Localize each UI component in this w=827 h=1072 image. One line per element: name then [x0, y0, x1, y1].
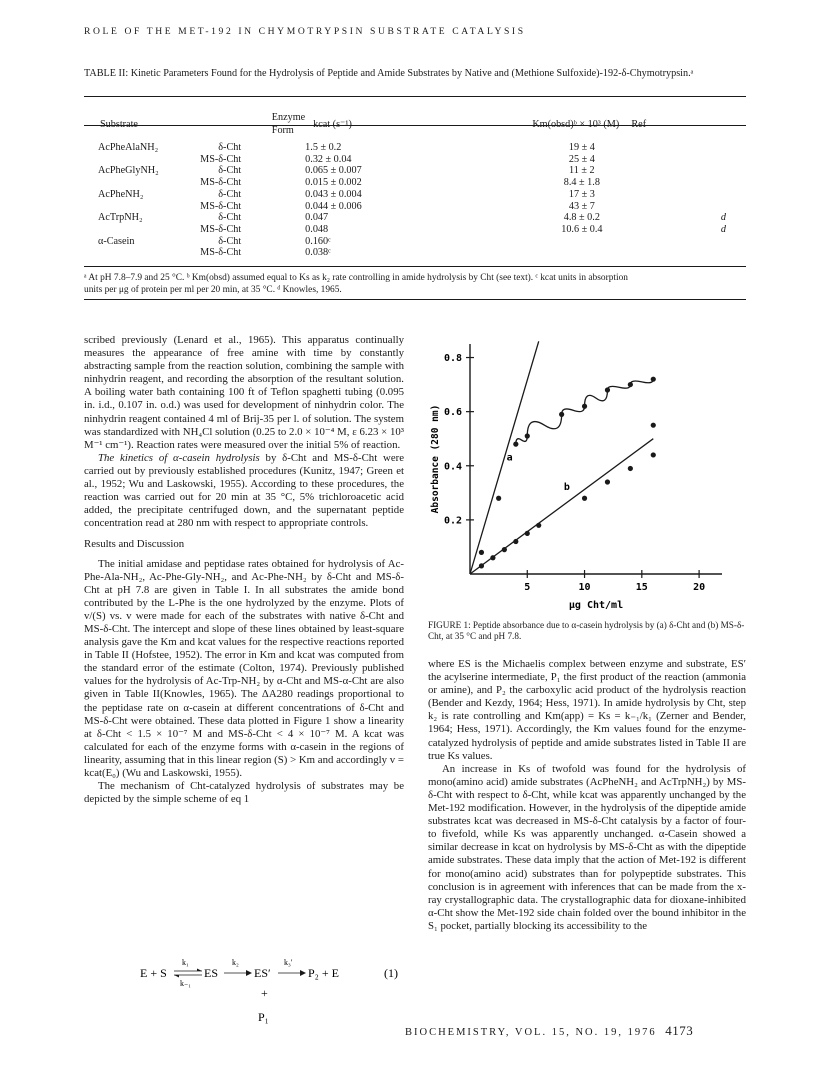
- cell-substrate: AcTrpNH₂: [98, 212, 143, 224]
- eq-lhs: E + S: [140, 966, 167, 980]
- series-b-point: [502, 547, 507, 552]
- cell-km: 19 ± 4: [568, 142, 595, 153]
- cell-enzyme-form: MS-δ-Cht: [200, 177, 242, 189]
- y-tick-label: 0.4: [443, 461, 462, 473]
- cell-ref: [631, 189, 746, 201]
- eq-arrowhead-3: [300, 970, 306, 976]
- cell-substrate: AcPheNH₂: [98, 188, 144, 200]
- running-head: ROLE OF THE MET-192 IN CHYMOTRYPSIN SUBSTRATE CATALYSIS: [84, 26, 526, 37]
- cell-ref: [631, 236, 746, 248]
- series-a-point: [479, 550, 484, 555]
- paragraph-casein-kinetics-text: by δ-Cht and MS-δ-Cht were carried out by previously established procedures (Kunitz, 1947; Green et al., 1952; Wu and Laskowski, 1955). According to these procedures, the reaction was carried out for 20 min at 35 °C, 5% trichloroacetic acid added, the precipitate centrifuged down, and the supernatant peptide concentration read at 280 nm with respect to appropriate controls.: [84, 451, 404, 530]
- cell-enzyme-form: MS-δ-Cht: [200, 247, 242, 259]
- series-b-point: [605, 479, 610, 484]
- paragraph-mechanism: The mechanism of Cht-catalyzed hydrolysis of substrates may be depicted by the simple scheme of eq 1: [84, 780, 404, 806]
- y-tick-label: 0.8: [443, 353, 462, 365]
- cell-ref: d: [720, 212, 726, 224]
- cell-km: 11 ± 2: [569, 165, 595, 177]
- cell-enzyme-form: MS-δ-Cht: [200, 153, 242, 165]
- page-number: 4173: [665, 1023, 694, 1038]
- series-b-point: [490, 555, 495, 560]
- left-column: [84, 334, 404, 806]
- cell-ref: [631, 177, 746, 189]
- table-row: [84, 201, 746, 213]
- cell-km: 10.6 ± 0.4: [561, 223, 603, 235]
- series-b-line: [470, 439, 653, 574]
- italic-lead: The kinetics of α-casein hydrolysis: [98, 451, 260, 464]
- y-axis-label: Absorbance (280 nm): [430, 404, 441, 514]
- x-tick-label: 20: [693, 582, 706, 593]
- series-b-point: [582, 496, 587, 501]
- cell-enzyme-form: δ-Cht: [218, 212, 242, 224]
- eq-es-prime: ES′: [254, 966, 271, 980]
- section-heading: Results and Discussion: [84, 538, 185, 551]
- table-header-rule: [84, 125, 746, 126]
- paragraph-casein-kinetics: [84, 452, 404, 531]
- paragraph-results: The initial amidase and peptidase rates obtained for hydrolysis of Ac-Phe-Ala-NH₂, Ac-Phe-Gly-NH₂, and Ac-Phe-NH₂ by δ-Cht and MS-δ-Cht at pH 7.8 are given in Table I. In all substrates the amide bond contributed by the L-Phe is the one hydrolyzed by the enzyme. Plots of v/(S) vs. v were made for each of the substrates with native δ-Cht and MS-δ-Cht. The intercept and slope of these lines obtained by least-square analysis gave the Km and kcat values for the respective reactions reported in Table II (Hofstee, 1952). The error in Km and kcat was computed from the standard error of the estimate (Colton, 1974). Previously published values for the hydrolysis of Ac-Trp-NH₂ by α-Cht and MS-α-Cht are also given in Table II(Knowles, 1965). The ΔA280 readings proportional to the peptidase rate on α-casein at different concentrations of δ-Cht and MS-δ-Cht were obtained. These data plotted in Figure 1 show a linearity at δ-Cht < 1.5 × 10⁻⁷ M and MS-δ-Cht < 4 × 10⁻⁷ M. A kcat was calculated for each of the enzyme forms with α-casein in the regions of linearity, assuming that in this linear region (S) > Km and accordingly v = kcat(E₀) (Wu and Laskowski, 1955).: [84, 557, 404, 779]
- cell-substrate: AcPheGlyNH₂: [98, 165, 159, 177]
- header-substrate: Substrate: [100, 118, 138, 130]
- footnote-line-2: units per μg of protein per ml per 20 min, at 35 °C. ᵈ Knowles, 1965.: [84, 285, 342, 295]
- series-a-label: a: [506, 452, 513, 464]
- table-row: [84, 224, 746, 236]
- x-axis-label: μg Cht/ml: [568, 600, 624, 611]
- table-row: [84, 212, 746, 224]
- cell-substrate: [84, 247, 172, 259]
- series-a-curve: [516, 379, 653, 444]
- cell-ref: d: [720, 223, 726, 235]
- paragraph-scheme-explained: where ES is the Michaelis complex between enzyme and substrate, ES′ the acylserine intermediate, P₁ the first product of the reaction (ammonia or amine), and P₂ the carboxylic acid product of the hydrolysis reaction (Bender and Kezdy, 1964; Hess, 1971). In amide hydrolysis by Cht, step k₂ is rate controlling and Km(app) = Ks = k₋₁/k₁ (Zerner and Bender, 1964; Hess, 1971). Accordingly, the Km values found for the enzyme-catalyzed hydrolysis of peptide and amide substrates listed in Table II are true Ks values.: [428, 658, 746, 762]
- x-tick-label: 10: [578, 582, 591, 593]
- table-row: [84, 177, 746, 189]
- cell-enzyme-form: δ-Cht: [218, 235, 242, 247]
- series-a-point: [525, 433, 530, 438]
- cell-kcat: 0.038ᶜ: [305, 247, 331, 259]
- table-row: [84, 137, 746, 154]
- series-b-label: b: [563, 482, 570, 494]
- eq-k2: k₂: [232, 958, 239, 967]
- series-a-point: [651, 377, 656, 382]
- cell-kcat: 0.015 ± 0.002: [305, 177, 362, 189]
- table-top-rule: [84, 96, 746, 97]
- cell-ref: [631, 154, 746, 166]
- eq-k1: k₁: [182, 958, 189, 967]
- cell-kcat: 0.047: [305, 212, 329, 224]
- table-row: [84, 236, 746, 248]
- header-enzyme-form: Enzyme Form: [271, 112, 306, 136]
- eq-number: (1): [384, 966, 398, 980]
- cell-substrate: [84, 224, 172, 236]
- right-column: [428, 658, 746, 933]
- eq-arrowhead-rev: [174, 975, 179, 978]
- cell-ref: [631, 165, 746, 177]
- cell-km: 17 ± 3: [568, 188, 595, 200]
- cell-kcat: 0.065 ± 0.007: [305, 165, 362, 177]
- equation-1: [140, 953, 410, 1033]
- cell-substrate: [84, 201, 172, 213]
- eq-plus: +: [261, 986, 268, 1000]
- header-km: Km(obsd)ᵇ × 10³ (M): [532, 118, 620, 130]
- cell-km: 43 ± 7: [568, 200, 595, 212]
- journal-info: BIOCHEMISTRY, VOL. 15, NO. 19, 1976: [405, 1027, 657, 1038]
- cell-kcat: 0.160ᶜ: [305, 235, 331, 247]
- cell-km: 25 ± 4: [568, 153, 595, 165]
- cell-km: [532, 236, 631, 248]
- series-b-point: [513, 539, 518, 544]
- cell-substrate: α-Casein: [98, 235, 135, 247]
- series-a-point: [582, 404, 587, 409]
- eq-k3: k₃′: [284, 958, 293, 967]
- cell-km: [532, 247, 631, 259]
- x-tick-label: 15: [635, 582, 648, 593]
- cell-substrate: [84, 154, 172, 166]
- table-row: [84, 165, 746, 177]
- cell-ref: [631, 201, 746, 213]
- eq-es: ES: [204, 966, 219, 980]
- footnote-rule: [84, 299, 746, 300]
- header-ref: Ref: [631, 118, 647, 130]
- table-footnotes: [84, 272, 746, 296]
- series-b-point: [651, 423, 656, 428]
- cell-kcat: 0.044 ± 0.006: [305, 200, 362, 212]
- cell-enzyme-form: δ-Cht: [218, 165, 242, 177]
- series-a-point: [513, 442, 518, 447]
- x-tick-label: 5: [524, 582, 531, 593]
- series-b-point: [479, 563, 484, 568]
- cell-enzyme-form: δ-Cht: [218, 142, 242, 153]
- table-body: [84, 137, 746, 259]
- cell-enzyme-form: MS-δ-Cht: [200, 200, 242, 212]
- series-b-point: [536, 523, 541, 528]
- absorbance-chart: [422, 334, 748, 618]
- header-kcat: kcat (s⁻¹): [313, 118, 352, 130]
- cell-substrate: [84, 177, 172, 189]
- paragraph-methods-apparatus: scribed previously (Lenard et al., 1965). This apparatus continually measures the appearance of free amine with time by constantly abstracting sample from the reaction solution, combining the sample with ninhydrin reagent, and recording the absorption of the resultant solution. A boiling water bath containing 100 ft of Teflon spaghetti tubing (0.095 in. i.d., 0.107 in. o.d.) was used for development of ninhydrin color. The ninhydrin reagent contained 4 ml of Brij-35 per l. of solution. The system was standardized with NH₄Cl solution (0.25 to 2.0 × 10⁻⁴ M, ε 6.23 × 10³ M⁻¹ cm⁻¹). Reaction rates were measured over the initial 5% of reaction.: [84, 334, 404, 451]
- table-header-row: [84, 111, 746, 137]
- cell-km: 4.8 ± 0.2: [563, 212, 600, 224]
- eq-rhs: P₂ + E: [308, 966, 339, 980]
- table-row: [84, 247, 746, 259]
- table-caption: TABLE II: Kinetic Parameters Found for the Hydrolysis of Peptide and Amide Substrates by Native and (Methione Sulfoxide)-192-δ-Chymotrypsin.ᵃ: [84, 68, 694, 79]
- cell-kcat: 0.048: [305, 223, 329, 235]
- eq-arrowhead-1: [197, 969, 202, 972]
- page-footer: [405, 1023, 750, 1039]
- y-tick-label: 0.2: [443, 515, 462, 527]
- table-row: [84, 154, 746, 166]
- table-row: [84, 189, 746, 201]
- footnote-line-1: ᵃ At pH 7.8–7.9 and 25 °C. ᵇ Km(obsd) assumed equal to Ks as k₂ rate controlling in amide hydrolysis by Cht (see text). ᶜ kcat units in absorption: [84, 273, 628, 283]
- cell-ref: [631, 247, 746, 259]
- series-a-point: [628, 382, 633, 387]
- y-tick-label: 0.6: [443, 407, 462, 419]
- series-b-point: [651, 452, 656, 457]
- cell-kcat: 0.043 ± 0.004: [305, 188, 362, 200]
- paragraph-ks-increase: An increase in Ks of twofold was found for the hydrolysis of mono(amino acid) amide substrates (AcPheNH₂ and AcTrpNH₂) by MS-δ-Cht with respect to δ-Cht, while kcat was apparently unchanged by the Met-192 modification. However, in the hydrolysis of the dipeptide amide substrates kcat was decreased in MS-δ-Cht catalysis by a factor of four- to fivefold, while Ks was apparently unchanged. α-Casein showed a similar decrease in kcat on hydrolysis by MS-δ-Cht as with the dipeptide amide substrates. These data imply that the action of Met-192 is different for mono(amino acid) substrates than for polypeptide substrates. This conclusion is in agreement with inferences that can be made from the x-ray crystallographic data. The crystallographic data for dioxane-inhibited α-Cht show the Met-192 side chain folded over the bound inhibitor in the S₁ pocket, partially blocking its accessibility to the: [428, 762, 746, 932]
- cell-kcat: 0.32 ± 0.04: [305, 153, 352, 165]
- figure-caption: FIGURE 1: Peptide absorbance due to α-casein hydrolysis by (a) δ-Cht and (b) MS-δ-Cht, at 35 °C and pH 7.8.: [428, 620, 745, 642]
- eq-k-1: k₋₁: [180, 979, 192, 988]
- kinetic-parameters-table: [84, 111, 746, 259]
- cell-substrate: AcPheAlaNH₂: [98, 142, 159, 153]
- cell-kcat: 1.5 ± 0.2: [305, 142, 342, 153]
- figure-1: [422, 334, 748, 618]
- eq-p1: P₁: [258, 1010, 269, 1024]
- eq-arrowhead-2: [246, 970, 252, 976]
- cell-enzyme-form: MS-δ-Cht: [200, 223, 242, 235]
- series-b-point: [628, 466, 633, 471]
- series-a-line: [470, 341, 539, 574]
- cell-enzyme-form: δ-Cht: [218, 188, 242, 200]
- cell-ref: [631, 137, 746, 154]
- series-b-point: [525, 531, 530, 536]
- table-bottom-rule: [84, 266, 746, 267]
- series-a-point: [496, 496, 501, 501]
- cell-km: 8.4 ± 1.8: [563, 177, 600, 189]
- series-a-point: [605, 387, 610, 392]
- series-a-point: [559, 412, 564, 417]
